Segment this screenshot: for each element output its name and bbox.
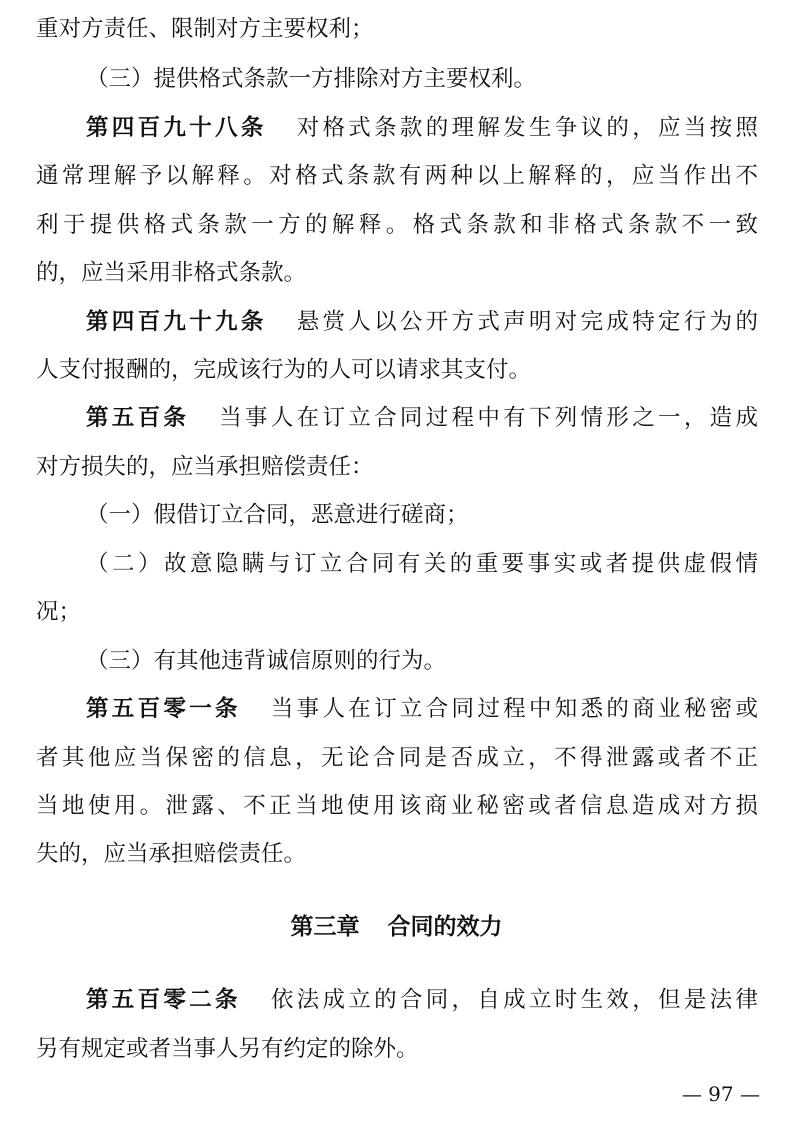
text-line — [36, 839, 758, 869]
clause-item-content: （三）提供格式条款一方排除对方主要权利。 — [86, 66, 537, 92]
text-line — [36, 597, 758, 627]
article-501-first-line — [86, 694, 758, 724]
text-line — [36, 210, 758, 240]
text-line-content: 重对方责任、限制对方主要权利； — [36, 16, 374, 42]
article-498-first-line — [86, 113, 758, 143]
article-499-heading: 第四百九十九条 — [86, 309, 267, 335]
text-line-content: 通常理解予以解释。对格式条款有两种以上解释的，应当作出不 — [36, 163, 758, 189]
text-line-content: 利于提供格式条款一方的解释。格式条款和非格式条款不一致 — [36, 212, 758, 238]
text-line — [36, 258, 758, 288]
text-line-content: 者其他应当保密的信息，无论合同是否成立，不得泄露或者不正 — [36, 745, 758, 771]
text-line — [36, 161, 758, 191]
clause-item — [86, 64, 758, 94]
article-500-heading: 第五百条 — [86, 405, 190, 431]
clause-item-content: （一）假借订立合同，恶意进行磋商； — [86, 502, 469, 528]
article-502-first-line — [86, 985, 758, 1015]
text-line-content: 依法成立的合同，自成立时生效，但是法律 — [270, 987, 758, 1013]
text-line-content: 当事人在订立合同过程中知悉的商业秘密或 — [270, 696, 758, 722]
text-line-content: 悬赏人以公开方式声明对完成特定行为的 — [296, 309, 758, 335]
clause-item-content: （三）有其他违背诚信原则的行为。 — [86, 648, 447, 674]
text-line-content: 对方损失的，应当承担赔偿责任： — [36, 454, 374, 480]
article-502-heading: 第五百零二条 — [86, 987, 241, 1013]
text-line — [36, 355, 758, 385]
text-line — [36, 743, 758, 773]
chapter-title: 合同的效力 — [387, 914, 503, 940]
clause-item — [86, 549, 758, 579]
chapter-heading — [0, 912, 793, 942]
text-line-content: 的，应当采用非格式条款。 — [36, 260, 307, 286]
text-line-content: 另有规定或者当事人另有约定的除外。 — [36, 1036, 419, 1062]
text-line-content: 人支付报酬的，完成该行为的人可以请求其支付。 — [36, 357, 532, 383]
article-498-heading: 第四百九十八条 — [86, 115, 267, 141]
page-number: — 97 — — [681, 1082, 760, 1106]
text-line-content: 对格式条款的理解发生争议的，应当按照 — [296, 115, 758, 141]
clause-item — [86, 646, 758, 676]
text-line-content: 当地使用。泄露、不正当地使用该商业秘密或者信息造成对方损 — [36, 793, 758, 819]
text-line-content: 失的，应当承担赔偿责任。 — [36, 841, 307, 867]
article-499-first-line — [86, 307, 758, 337]
clause-item-content: （二）故意隐瞒与订立合同有关的重要事实或者提供虚假情 — [86, 551, 758, 577]
text-line — [36, 14, 758, 44]
article-500-first-line — [86, 403, 758, 433]
clause-item — [86, 500, 758, 530]
article-501-heading: 第五百零一条 — [86, 696, 241, 722]
text-line — [36, 1034, 758, 1064]
text-line-content: 况； — [36, 599, 82, 625]
chapter-number: 第三章 — [290, 914, 360, 940]
text-line — [36, 452, 758, 482]
text-line-content: 当事人在订立合同过程中有下列情形之一，造成 — [219, 405, 758, 431]
text-line — [36, 791, 758, 821]
